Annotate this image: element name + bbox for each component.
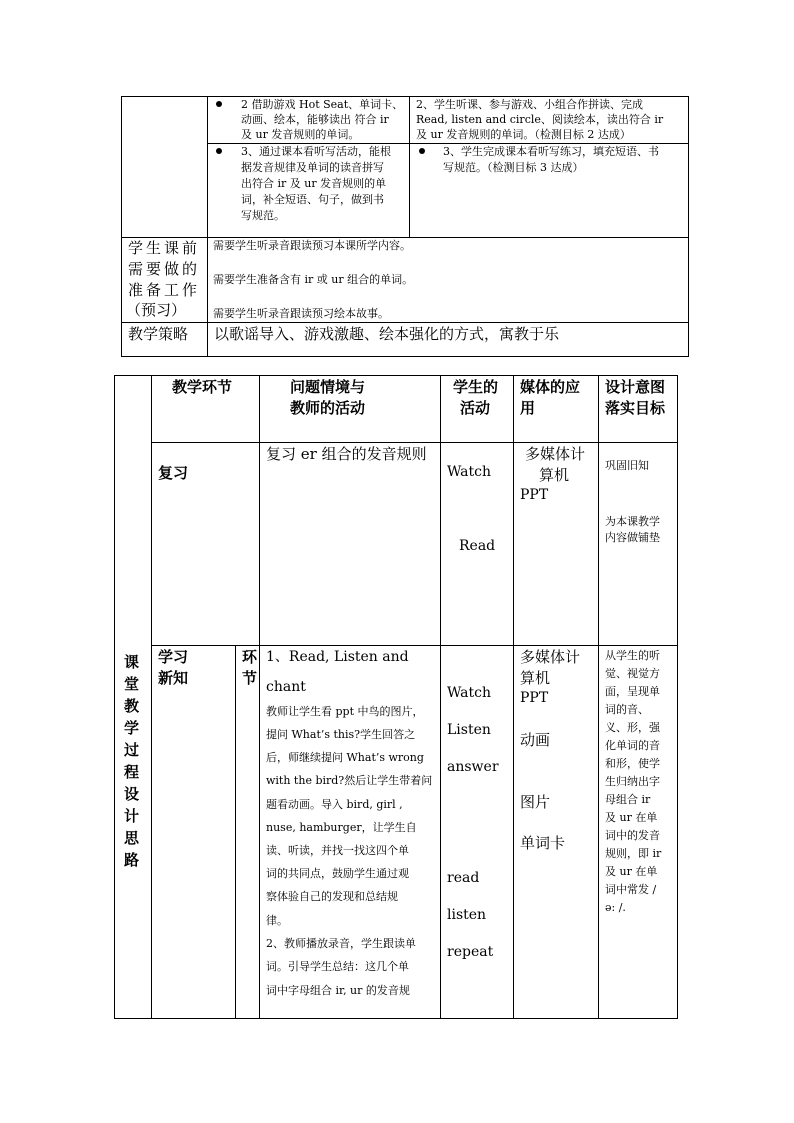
learn-teacher-line: 提问 What’s this?学生回答之 xyxy=(266,728,416,741)
learn-student-item: Watch xyxy=(447,685,492,701)
strategy-label: 教学策略 xyxy=(128,325,189,343)
learn-intent-line: 义、形，强 xyxy=(605,721,660,734)
learn-teacher-line: 2、教师播放录音，学生跟读单 xyxy=(266,937,416,950)
learn-sub-line: 环 xyxy=(242,648,258,666)
learn-intent-line: 词中的发音 xyxy=(605,829,660,842)
prep-item: 需要学生听录音跟读预习本课所学内容。 xyxy=(213,239,411,252)
learn-intent-line: ə: /. xyxy=(605,901,626,914)
learn-media-line: 单词卡 xyxy=(520,834,566,852)
learn-media-line: 多媒体计 xyxy=(520,648,581,666)
side-label-char: 路 xyxy=(124,851,140,869)
learn-student-item: Listen xyxy=(447,722,491,738)
header-media-line: 媒体的应 xyxy=(520,378,581,396)
header-intent-line: 落实目标 xyxy=(605,399,666,417)
review-teacher: 复习 er 组合的发音规则 xyxy=(266,445,427,463)
side-label-char: 思 xyxy=(124,829,140,847)
learn-student-item: repeat xyxy=(447,944,494,960)
header-teacher-line: 问题情境与 xyxy=(290,378,366,396)
activity-2-text-line: Read, listen and circle、阅读绘本，读出符合 ir xyxy=(416,113,664,126)
learn-teacher-line: 律。 xyxy=(266,914,288,927)
learn-intent-line: 从学生的听 xyxy=(605,649,660,662)
learn-media-line: PPT xyxy=(520,690,549,706)
header-stage: 教学环节 xyxy=(172,378,233,396)
learn-teacher-line: 读、听读，并找一找这四个单 xyxy=(266,844,409,857)
learn-teacher-head: chant xyxy=(266,679,306,695)
goal-3-text-line: 3、通过课本看听写活动，能根 xyxy=(241,145,391,158)
review-intent-line: 巩固旧知 xyxy=(605,459,649,472)
learn-teacher-line: with the bird?然后让学生带着问 xyxy=(266,774,433,787)
learn-student-item: read xyxy=(447,870,480,886)
goal-3-text-line: 写规范。 xyxy=(241,209,285,222)
header-student-line: 活动 xyxy=(460,399,491,417)
bullet-icon xyxy=(216,148,222,154)
header-intent-line: 设计意图 xyxy=(605,378,666,396)
prep-label-line: 准备工作 xyxy=(128,281,201,299)
learn-teacher-line: nuse, hamburger，让学生自 xyxy=(266,821,417,834)
learn-teacher-line: 题看动画。导入 bird, girl , xyxy=(266,798,403,811)
review-intent-line: 内容做铺垫 xyxy=(605,531,660,544)
learn-media-line: 图片 xyxy=(520,793,551,811)
review-media-line: PPT xyxy=(520,487,549,503)
goal-3-text-line: 词，补全短语、句子，做到书 xyxy=(241,193,384,206)
review-media-line: 多媒体计 xyxy=(525,445,586,463)
learn-student-item: answer xyxy=(447,759,499,775)
side-label-char: 程 xyxy=(124,763,140,781)
learn-teacher-line: 词的共同点，鼓励学生通过观 xyxy=(266,867,409,880)
learn-teacher-line: 词中字母组合 ir, ur 的发音规 xyxy=(266,984,410,997)
activity-2-text-line: 及 ur 发音规则的单词。（检测目标 2 达成） xyxy=(416,128,631,141)
side-label-char: 教 xyxy=(124,697,140,715)
learn-stage-line: 学习 xyxy=(158,648,189,666)
learn-intent-line: 生归纳出字 xyxy=(605,775,660,788)
review-stage: 复习 xyxy=(158,464,189,482)
side-label-char: 过 xyxy=(124,741,140,759)
review-student-item: Read xyxy=(459,538,496,554)
learn-intent-line: 面，呈现单 xyxy=(605,685,660,698)
learn-teacher-line: 后，师继续提问 What’s wrong xyxy=(266,751,424,764)
goal-2-text-line: 动画、绘本，能够读出 符合 ir xyxy=(241,113,389,126)
prep-item: 需要学生准备含有 ir 或 ur 组合的单词。 xyxy=(213,273,414,286)
learn-teacher-line: 察体验自己的发现和总结规 xyxy=(266,890,398,903)
bullet-icon xyxy=(419,148,425,154)
learn-intent-line: 及 ur 在单 xyxy=(605,865,658,878)
activity-2-text-line: 2、学生听课、参与游戏、小组合作拼读、完成 xyxy=(416,98,643,111)
learn-intent-line: 词中常发 / xyxy=(605,883,657,896)
goal-3-text-line: 出符合 ir 及 ur 发音规则的单 xyxy=(241,177,387,190)
learn-sub-line: 节 xyxy=(242,669,258,687)
side-label-char: 学 xyxy=(124,719,140,737)
header-media-line: 用 xyxy=(520,399,536,417)
prep-label-line: 学生课前 xyxy=(128,239,201,257)
header-teacher-line: 教师的活动 xyxy=(290,399,366,417)
prep-label-line: （预习） xyxy=(126,301,187,319)
learn-teacher-head: 1、Read, Listen and xyxy=(266,649,409,665)
learn-intent-line: 规则，即 ir xyxy=(605,847,662,860)
goal-3-text-line: 据发音规律及单词的读音拼写 xyxy=(241,161,384,174)
goal-2-text-line: 2 借助游戏 Hot Seat、单词卡、 xyxy=(241,98,404,111)
side-label-char: 设 xyxy=(124,785,140,803)
learn-teacher-line: 教师让学生看 ppt 中鸟的图片， xyxy=(266,705,424,718)
review-media-line: 算机 xyxy=(539,466,570,484)
learn-intent-line: 词的音、 xyxy=(605,703,649,716)
learn-intent-line: 化单词的音 xyxy=(605,739,660,752)
learn-teacher-line: 词。引导学生总结：这几个单 xyxy=(266,960,409,973)
learn-intent-line: 和形，使学 xyxy=(605,757,660,770)
review-student-item: Watch xyxy=(447,464,492,480)
review-intent-line: 为本课教学 xyxy=(605,515,660,528)
learn-student-item: listen xyxy=(447,907,487,923)
side-label-char: 课 xyxy=(124,653,140,671)
activity-3-text-line: 写规范。（检测目标 3 达成） xyxy=(443,161,584,174)
side-label-char: 堂 xyxy=(124,675,140,693)
activity-3-text-line: 3、学生完成课本看听写练习，填充短语、书 xyxy=(443,145,659,158)
learn-intent-line: 及 ur 在单 xyxy=(605,811,658,824)
learn-media-line: 动画 xyxy=(520,731,551,749)
prep-label-line: 需要做的 xyxy=(128,260,201,278)
learn-stage-line: 新知 xyxy=(158,669,189,687)
learn-intent-line: 觉、视觉方 xyxy=(605,667,660,680)
bullet-icon xyxy=(216,101,222,107)
goal-2-text-line: 及 ur 发音规则的单词。 xyxy=(241,128,360,141)
side-label-char: 计 xyxy=(124,807,140,825)
prep-item: 需要学生听录音跟读预习绘本故事。 xyxy=(213,307,389,320)
strategy-text: 以歌谣导入、游戏激趣、绘本强化的方式，寓教于乐 xyxy=(214,325,560,343)
learn-media-line: 算机 xyxy=(520,669,551,687)
header-student-line: 学生的 xyxy=(453,378,499,396)
learn-intent-line: 母组合 ir xyxy=(605,793,651,806)
